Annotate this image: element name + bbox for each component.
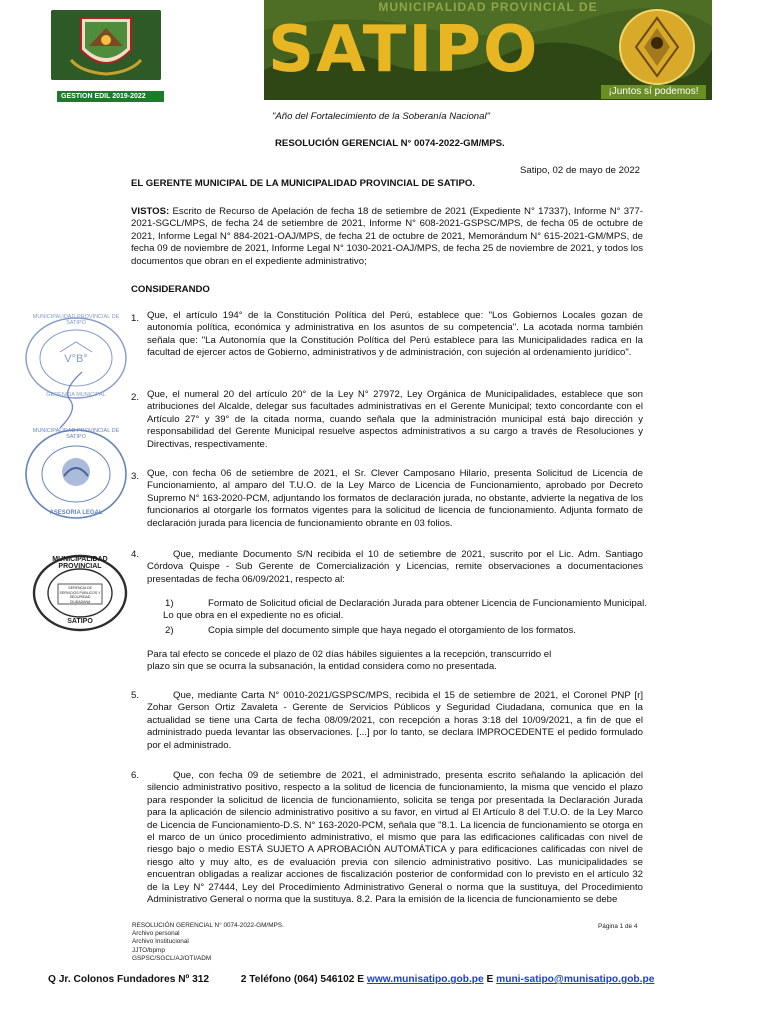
- stamp-sub: GERENCIA MUNICIPAL: [46, 392, 106, 398]
- stamp-text: MUNICIPALIDAD PROVINCIAL DE SATIPO: [32, 314, 120, 326]
- vistos-text: Escrito de Recurso de Apelación de fecha 18 de setiembre de 2021 (Expediente N° 17337), Informe N° 377-2021-SGCL/MPS, de fecha 24 de setiembre de 2021, Informe N° 608-2021-GSPSC/MPS, de fecha 05 de octubre de 2021, Informe Legal N° 884-2021-OAJ/MPS, de fecha 21 de octubre de 2021, Memorándum N° 615-2021-GM/MPS, de fecha 09 de noviembre de 2021, Informe Legal N° 1030-2021-OAJ/MPS, de fecha 25 de noviembre de 2021, y todos los documentos que obran en el expediente administrativo;: [131, 206, 644, 267]
- document-date: Satipo, 02 de mayo de 2022: [520, 165, 641, 176]
- signature-mark: [52, 370, 92, 430]
- addressee: EL GERENTE MUNICIPAL DE LA MUNICIPALIDAD PROVINCIAL DE SATIPO.: [131, 178, 475, 189]
- stamp-center-text: GERENCIA DE SERVICIOS PÚBLICOS Y SEGURIDAD CIUDADANA: [59, 586, 101, 604]
- stamp-sub: SATIPO: [67, 618, 93, 625]
- stamp-sub: ASESORIA LEGAL: [49, 510, 103, 516]
- subitem-1: Formato de Solicitud oficial de Declaración Jurada para obtener Licencia de Funcionamiento Municipal. Lo que obra en el expediente no es oficial.: [163, 598, 647, 622]
- footer-meta-line: Archivo personal: [132, 930, 180, 938]
- vistos-label: VISTOS:: [131, 206, 170, 217]
- considerando-heading: CONSIDERANDO: [131, 284, 210, 295]
- footer-meta-line: Archivo Institucional: [132, 938, 189, 946]
- item-number: 6.: [131, 770, 140, 781]
- asesoria-legal-stamp: [20, 424, 132, 524]
- footer-meta-line: RESOLUCIÓN GERENCIAL N° 0074-2022-GM/MPS.: [132, 922, 284, 929]
- resolution-title: RESOLUCIÓN GERENCIAL N° 0074-2022-GM/MPS.: [275, 138, 505, 149]
- subitem-number: 1): [165, 598, 174, 609]
- item-number: 2.: [131, 392, 140, 403]
- considerando-item-6: Que, con fecha 09 de setiembre de 2021, el administrado, presenta escrito señalando la aplicación del silencio administrativo positivo, respecto a la solitud de licencia de funcionamiento, la misma que vencido el plazo para responder la solicitud de licencia de funcionamiento, solicita se tenga por presentada la Declaración Jurada para la aplicación de silencio administrativo positivo a su favor, en virtud al El Artículo 8 del T.U.O. de la Ley Marco de Licencia de Funcionamiento-D.S. N° 163-2020-PCM, señala que "8.1. La licencia de funcionamiento se otorga en el marco de un único procedimiento administrativo, el mismo que para las edificaciones calificadas con nivel de riesgo bajo o medio ESTÁ SUJETO A APROBACIÓN AUTOMÁTICA y para edificaciones calificadas con nivel de riesgo alto y muy alto, es de evaluación previa con silencio administrativo positivo. Las municipalidades se encuentran obligadas a realizar acciones de fiscalización posterior de conformidad con lo previsto en el artículo 32 de la Ley N° 27444, Ley del Procedimiento Administrativo General o norma que la sustituya, del Procedimiento Administrativo General o norma que la sustituya. 8.2. Para la emisión de la licencia de funcionamiento se debe: [147, 770, 643, 906]
- vistos-paragraph: [131, 206, 643, 268]
- considerando-item-5: Que, mediante Carta N° 0010-2021/GSPSC/MPS, recibida el 15 de setiembre de 2021, el Coronel PNP [r] Zohar Gerson Ortiz Zavaleta - Gerente de Servicios Públicos y Seguridad Ciudadana, comunica que en la actualidad se tiene una Carta de fecha 08/09/2021, con recepción a horas 3:18 del 10/09/2021, a fin de que el administrado pueda levantar las observaciones. [...] por lo tanto, se declara IMPROCEDENTE el pedido formulado por el administrado.: [147, 690, 643, 751]
- footer-meta: [132, 922, 642, 963]
- footer-address: Q Jr. Colonos Fundadores Nº 312: [48, 974, 210, 985]
- gestion-badge: GESTION EDIL 2019-2022: [57, 91, 164, 102]
- banner-emblem-icon: [618, 8, 696, 86]
- stamp-text: MUNICIPALIDAD PROVINCIAL DE SATIPO: [32, 428, 120, 440]
- year-motto: "Año del Fortalecimiento de la Soberanía Nacional": [272, 111, 491, 122]
- subitem-number: 2): [165, 625, 174, 636]
- footer-meta-line: JJTO/bpmp: [132, 946, 165, 954]
- footer-website-link[interactable]: www.munisatipo.gob.pe: [366, 974, 484, 985]
- item-number: 3.: [131, 471, 140, 482]
- footer-email-prefix: E: [486, 974, 494, 985]
- considerando-item-2: Que, el numeral 20 del artículo 20° de la Ley N° 27972, Ley Orgánica de Municipalidades, establece que son atribuciones del Alcalde, delegar sus facultades administrativas en el Gerente Municipal; texto concordante con el Artículo 27° y 39° de la citada norma, cuando señala que la administración municipal está bajo dirección y responsabilidad del Gerente Municipal resuelve aspectos administrativos a su cargo a través de Resoluciones y Directivas, respectivamente.: [147, 389, 643, 450]
- banner-top-text: MUNICIPALIDAD PROVINCIAL DE: [378, 0, 598, 14]
- item-number: 5.: [131, 690, 140, 701]
- subitem-2: Copia simple del documento simple que haya negado el otorgamiento de los formatos.: [208, 625, 576, 636]
- plazo-paragraph: Para tal efecto se concede el plazo de 02 días hábiles siguientes a la recepción, transcurrido el plazo sin que se ocurra la subsanación, la entidad considera como no presentada.: [147, 649, 552, 673]
- considerando-item-3: Que, con fecha 06 de setiembre de 2021, el Sr. Clever Camposano Hilario, presenta Solicitud de Licencia de Funcionamiento, al amparo del T.U.O. de la Ley Marco de Licencia de Funcionamiento, aprobado por Decreto Supremo N° 163-2020-PCM, adjuntando los formatos de declaración jurada, no obstante, advierte la negativa de los funcionarios al otorgarle los formatos vigentes para la solicitud de licencia de funcionamiento. Adjunta formato de declaración jurada para licencia de funcionamiento obrante en 03 folios.: [147, 468, 643, 529]
- municipal-crest-logo: [51, 10, 161, 80]
- item-number: 1.: [131, 313, 140, 324]
- footer-contact-line: [48, 974, 688, 985]
- considerando-item-1: Que, el artículo 194° de la Constitución Política del Perú, establece que: "Los Gobiernos Locales gozan de autonomía política, económica y administrativa en los asuntos de su competencia". La acotada norma también señala que: "La Autonomía que la Constitución Política del Perú establece para las Municipalidades radica en la facultad de ejercer actos de Gobierno, administrativos y de administración, con sujeción al ordenamiento jurídico".: [147, 310, 643, 359]
- item-number: 4.: [131, 549, 140, 560]
- stamp-text: MUNICIPALIDAD PROVINCIAL: [52, 556, 108, 570]
- gspsc-stamp: [30, 552, 130, 634]
- footer-meta-line: GSPSC/SGCL/AJ/OTI/ADM: [132, 954, 212, 962]
- banner-satipo-word: SATIPO: [268, 13, 540, 87]
- stamp-center-text: V°B°: [64, 353, 88, 365]
- footer-phone: 2 Teléfono (064) 546102 E: [240, 974, 365, 985]
- page-number: Página 1 de 4: [598, 923, 638, 930]
- footer-email-link[interactable]: muni-satipo@munisatipo.gob.pe: [496, 974, 655, 985]
- slogan-tag: ¡Juntos sí podemos!: [601, 85, 706, 99]
- considerando-item-4: Que, mediante Documento S/N recibida el 10 de setiembre de 2021, suscrito por el Lic. Adm. Santiago Córdova Quispe - Sub Gerente de Comercialización y Licencias, remite observaciones a documentaciones presentadas de fecha 06/09/2021, respecto al:: [147, 549, 643, 585]
